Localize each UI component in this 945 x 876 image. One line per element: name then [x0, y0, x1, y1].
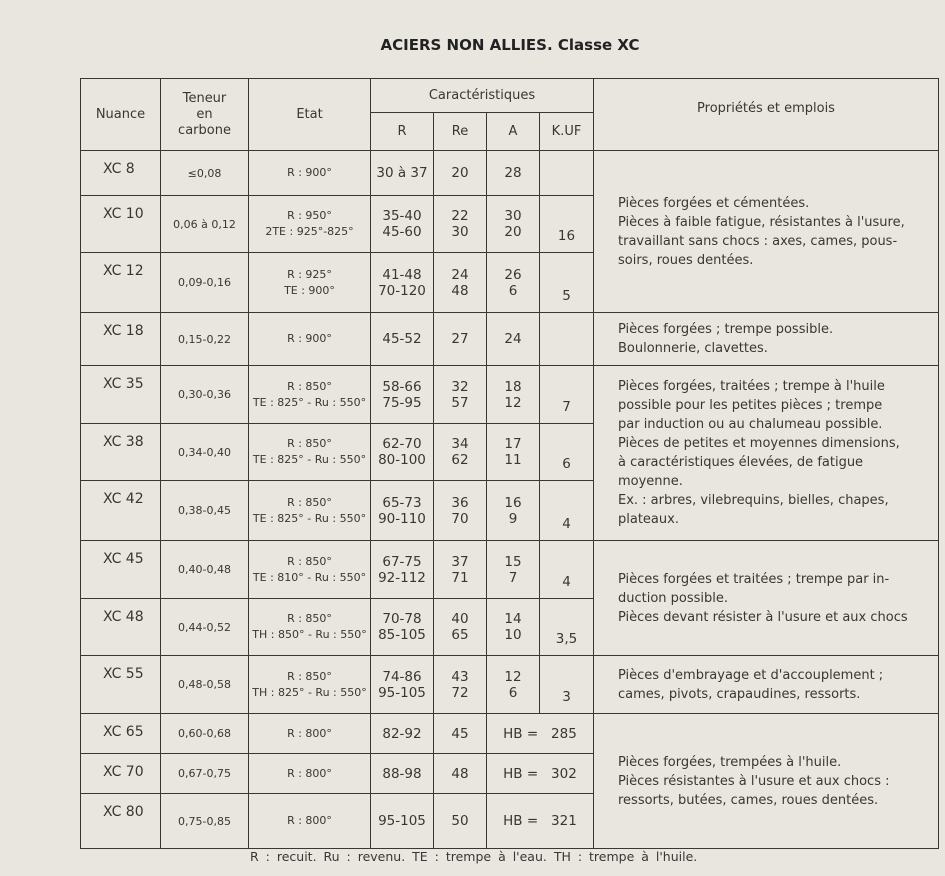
proprietes-cell-line: travaillant sans chocs : axes, cames, pous-: [618, 233, 898, 249]
etat-cell: [249, 151, 371, 196]
r-cell: [371, 253, 434, 313]
etat-cell-line: TE : 825° - Ru : 550°: [252, 453, 367, 466]
etat-cell: [249, 714, 371, 754]
re-cell: [434, 656, 487, 714]
r-cell-line: 70-78: [382, 611, 422, 627]
re-cell: [434, 754, 487, 794]
nuance-cell: XC 48: [81, 599, 161, 656]
r-cell: [371, 196, 434, 253]
table-row: [81, 366, 939, 424]
r-cell: [371, 541, 434, 599]
re-cell: [434, 424, 487, 481]
r-cell: [371, 151, 434, 196]
re-cell-line: 32: [451, 378, 469, 395]
proprietes-cell-line: possible pour les petites pièces ; trempe: [618, 398, 883, 413]
etat-cell-line: R : 900°: [287, 166, 332, 179]
r-cell: [371, 313, 434, 366]
table-row: [81, 541, 939, 599]
re-cell: [434, 599, 487, 656]
etat-cell: [249, 253, 371, 313]
table-row: [81, 656, 939, 714]
kuf-cell: 7: [540, 366, 594, 424]
hb-cell: HB = 321: [487, 794, 594, 849]
re-cell: [434, 794, 487, 849]
kuf-cell: 4: [540, 481, 594, 541]
re-cell-line: 22: [451, 208, 469, 224]
r-cell: [371, 754, 434, 794]
etat-cell-line: R : 925°: [287, 267, 332, 281]
etat-cell-line: TE : 825° - Ru : 550°: [252, 511, 367, 525]
proprietes-cell-line: cames, pivots, crapaudines, ressorts.: [618, 686, 861, 702]
proprietes-cell-line: Ex. : arbres, vilebrequins, bielles, chapes,: [618, 493, 889, 508]
re-cell-line: 43: [451, 668, 469, 685]
etat-cell: [249, 196, 371, 253]
etat-cell: [249, 481, 371, 541]
teneur-cell: 0,44-0,52: [161, 599, 249, 656]
r-cell-line: 85-105: [378, 627, 426, 643]
a-cell-line: 10: [504, 627, 522, 643]
proprietes-cell-line: moyenne.: [618, 474, 683, 489]
proprietes-cell-line: ressorts, butées, cames, roues dentées.: [618, 792, 879, 808]
etat-cell-line: TE : 900°: [284, 283, 335, 297]
proprietes-cell-line: Pièces de petites et moyennes dimensions,: [618, 436, 900, 451]
etat-cell-line: R : 850°: [287, 612, 332, 625]
r-cell-line: 75-95: [382, 394, 422, 411]
re-cell-line: 50: [451, 813, 469, 829]
r-cell-line: 90-110: [378, 510, 426, 527]
nuance-cell: XC 38: [81, 424, 161, 481]
proprietes-cell-line: à caractéristiques élevées, de fatigue: [618, 455, 864, 470]
r-cell-line: 80-100: [378, 452, 426, 468]
re-cell-line: 30: [451, 224, 469, 240]
nuance-cell: XC 10: [81, 196, 161, 253]
table-row: [81, 151, 939, 196]
r-cell-line: 45-60: [382, 224, 422, 240]
r-cell-line: 95-105: [378, 684, 426, 701]
nuance-cell: XC 45: [81, 541, 161, 599]
teneur-cell: 0,06 à 0,12: [161, 196, 249, 253]
r-cell-line: 74-86: [382, 668, 422, 685]
r-cell-line: 41-48: [382, 266, 422, 283]
r-cell-line: 82-92: [382, 725, 422, 742]
header-teneur: [161, 79, 249, 151]
re-cell-line: 57: [451, 394, 469, 411]
a-cell-line: 14: [504, 611, 522, 627]
table-row: [81, 714, 939, 754]
re-cell-line: 24: [451, 266, 469, 283]
etat-cell-line: R : 800°: [287, 766, 332, 780]
proprietes-cell-line: soirs, roues dentées.: [618, 252, 754, 268]
kuf-cell: 6: [540, 424, 594, 481]
etat-cell-line: R : 850°: [287, 437, 332, 450]
proprietes-cell-line: duction possible.: [618, 590, 729, 606]
proprietes-cell-line: Pièces forgées, traitées ; trempe à l'huile: [618, 379, 885, 394]
teneur-cell: 0,40-0,48: [161, 541, 249, 599]
r-cell-line: 92-112: [378, 569, 426, 586]
re-cell-line: 37: [451, 553, 469, 570]
nuance-cell: XC 12: [81, 253, 161, 313]
r-cell: [371, 366, 434, 424]
a-cell-line: 16: [504, 494, 522, 511]
r-cell: [371, 714, 434, 754]
etat-cell-line: R : 950°: [287, 209, 332, 222]
a-cell-line: 17: [504, 436, 522, 452]
etat-cell-line: TH : 850° - Ru : 550°: [252, 628, 367, 641]
proprietes-cell-line: Pièces forgées, trempées à l'huile.: [618, 754, 842, 770]
r-cell-line: 35-40: [382, 208, 422, 224]
a-cell-line: 6: [508, 282, 518, 299]
re-cell-line: 40: [451, 611, 469, 627]
hb-cell: HB = 285: [487, 714, 594, 754]
table-row: [81, 313, 939, 366]
header-teneur-line: en: [196, 106, 213, 122]
etat-cell: [249, 794, 371, 849]
re-cell: [434, 196, 487, 253]
nuance-cell: XC 35: [81, 366, 161, 424]
teneur-cell: 0,60-0,68: [161, 714, 249, 754]
r-cell-line: 62-70: [382, 436, 422, 452]
re-cell: [434, 313, 487, 366]
re-cell: [434, 481, 487, 541]
proprietes-cell: [594, 366, 939, 541]
kuf-cell: 5: [540, 253, 594, 313]
a-cell: [487, 424, 540, 481]
teneur-cell: 0,38-0,45: [161, 481, 249, 541]
re-cell-line: 62: [451, 452, 469, 468]
re-cell-line: 20: [451, 165, 469, 181]
teneur-cell: 0,09-0,16: [161, 253, 249, 313]
a-cell: [487, 541, 540, 599]
re-cell-line: 36: [451, 494, 469, 511]
r-cell: [371, 599, 434, 656]
a-cell-line: 20: [504, 224, 522, 240]
proprietes-cell-line: Boulonnerie, clavettes.: [618, 341, 768, 356]
r-cell: [371, 481, 434, 541]
a-cell-line: 18: [504, 378, 522, 395]
nuance-cell: XC 42: [81, 481, 161, 541]
header-teneur-line: carbone: [178, 122, 231, 138]
re-cell-line: 70: [451, 510, 469, 527]
a-cell-line: 24: [504, 331, 522, 347]
etat-cell: [249, 541, 371, 599]
proprietes-cell-line: Pièces forgées et cémentées.: [618, 195, 810, 211]
teneur-cell: 0,34-0,40: [161, 424, 249, 481]
a-cell: [487, 366, 540, 424]
header-r: R: [371, 113, 434, 151]
proprietes-cell: [594, 714, 939, 849]
r-cell-line: 95-105: [378, 813, 426, 829]
header-teneur-line: Teneur: [182, 90, 227, 106]
r-cell-line: 58-66: [382, 378, 422, 395]
etat-cell-line: R : 850°: [287, 495, 332, 509]
re-cell: [434, 151, 487, 196]
a-cell-line: 9: [508, 510, 518, 527]
header-proprietes: Propriétés et emplois: [594, 79, 939, 151]
proprietes-cell: [594, 313, 939, 366]
header-nuance: Nuance: [81, 79, 161, 151]
r-cell-line: 65-73: [382, 494, 422, 511]
a-cell: [487, 253, 540, 313]
teneur-cell: 0,75-0,85: [161, 794, 249, 849]
header-re: Re: [434, 113, 487, 151]
re-cell: [434, 366, 487, 424]
a-cell-line: 11: [504, 452, 522, 468]
nuance-cell: XC 80: [81, 794, 161, 849]
re-cell-line: 65: [451, 627, 469, 643]
proprietes-cell-line: Pièces forgées et traitées ; trempe par in-: [618, 571, 890, 587]
header-a: A: [487, 113, 540, 151]
etat-cell-line: TH : 825° - Ru : 550°: [252, 685, 367, 699]
header-kuf: K.UF: [540, 113, 594, 151]
teneur-cell: ≤0,08: [161, 151, 249, 196]
a-cell-line: 26: [504, 266, 522, 283]
a-cell-line: 15: [504, 553, 522, 570]
etat-cell-line: 2TE : 925°-825°: [265, 225, 354, 238]
etat-cell-line: R : 800°: [287, 726, 332, 740]
nuance-cell: XC 18: [81, 313, 161, 366]
re-cell-line: 45: [451, 725, 469, 742]
r-cell-line: 30 à 37: [376, 165, 428, 181]
etat-cell-line: R : 850°: [287, 379, 332, 393]
proprietes-cell-line: Pièces résistantes à l'usure et aux chocs :: [618, 773, 890, 789]
re-cell: [434, 714, 487, 754]
teneur-cell: 0,30-0,36: [161, 366, 249, 424]
hb-cell: HB = 302: [487, 754, 594, 794]
nuance-cell: XC 55: [81, 656, 161, 714]
etat-cell-line: R : 850°: [287, 554, 332, 568]
a-cell-line: 7: [508, 569, 518, 586]
proprietes-cell-line: Pièces devant résister à l'usure et aux chocs: [618, 609, 908, 625]
etat-cell-line: TE : 810° - Ru : 550°: [252, 570, 367, 584]
re-cell-line: 34: [451, 436, 469, 452]
proprietes-cell: [594, 541, 939, 656]
re-cell-line: 71: [451, 569, 469, 586]
a-cell: [487, 656, 540, 714]
nuance-cell: XC 65: [81, 714, 161, 754]
header-caracteristiques: Caractéristiques: [371, 79, 594, 113]
a-cell-line: 28: [504, 165, 522, 181]
r-cell: [371, 656, 434, 714]
page-title: ACIERS NON ALLIES. Classe XC: [380, 36, 640, 54]
re-cell-line: 27: [451, 331, 469, 347]
kuf-cell: 3: [540, 656, 594, 714]
a-cell-line: 12: [504, 668, 522, 685]
proprietes-cell-line: Pièces forgées ; trempe possible.: [618, 322, 834, 337]
a-cell-line: 30: [504, 208, 522, 224]
r-cell: [371, 424, 434, 481]
kuf-cell: [540, 313, 594, 366]
etat-cell-line: R : 900°: [287, 332, 332, 345]
proprietes-cell: [594, 151, 939, 313]
proprietes-cell-line: par induction ou au chalumeau possible.: [618, 417, 883, 432]
a-cell: [487, 151, 540, 196]
a-cell: [487, 481, 540, 541]
a-cell: [487, 196, 540, 253]
footnote: R : recuit. Ru : revenu. TE : trempe à l'eau. TH : trempe à l'huile.: [250, 849, 698, 864]
etat-cell: [249, 599, 371, 656]
kuf-cell: 3,5: [540, 599, 594, 656]
kuf-cell: 4: [540, 541, 594, 599]
r-cell-line: 67-75: [382, 553, 422, 570]
kuf-cell: 16: [540, 196, 594, 253]
etat-cell: [249, 313, 371, 366]
etat-cell: [249, 424, 371, 481]
nuance-cell: XC 8: [81, 151, 161, 196]
r-cell: [371, 794, 434, 849]
re-cell-line: 48: [451, 765, 469, 782]
nuance-cell: XC 70: [81, 754, 161, 794]
etat-cell: [249, 656, 371, 714]
re-cell: [434, 253, 487, 313]
proprietes-cell-line: Pièces à faible fatigue, résistantes à l'usure,: [618, 214, 905, 230]
etat-cell-line: R : 800°: [287, 814, 332, 827]
proprietes-cell-line: plateaux.: [618, 512, 679, 527]
proprietes-cell-line: Pièces d'embrayage et d'accouplement ;: [618, 667, 884, 683]
r-cell-line: 70-120: [378, 282, 426, 299]
a-cell-line: 6: [508, 684, 518, 701]
a-cell-line: 12: [504, 394, 522, 411]
etat-cell: [249, 366, 371, 424]
header-etat: Etat: [249, 79, 371, 151]
etat-cell-line: TE : 825° - Ru : 550°: [252, 395, 367, 409]
teneur-cell: 0,15-0,22: [161, 313, 249, 366]
teneur-cell: 0,48-0,58: [161, 656, 249, 714]
etat-cell-line: R : 850°: [287, 669, 332, 683]
re-cell-line: 72: [451, 684, 469, 701]
re-cell-line: 48: [451, 282, 469, 299]
kuf-cell: [540, 151, 594, 196]
etat-cell: [249, 754, 371, 794]
a-cell: [487, 599, 540, 656]
proprietes-cell: [594, 656, 939, 714]
teneur-cell: 0,67-0,75: [161, 754, 249, 794]
r-cell-line: 88-98: [382, 765, 422, 782]
re-cell: [434, 541, 487, 599]
r-cell-line: 45-52: [382, 331, 422, 347]
steel-table: [80, 78, 939, 849]
a-cell: [487, 313, 540, 366]
